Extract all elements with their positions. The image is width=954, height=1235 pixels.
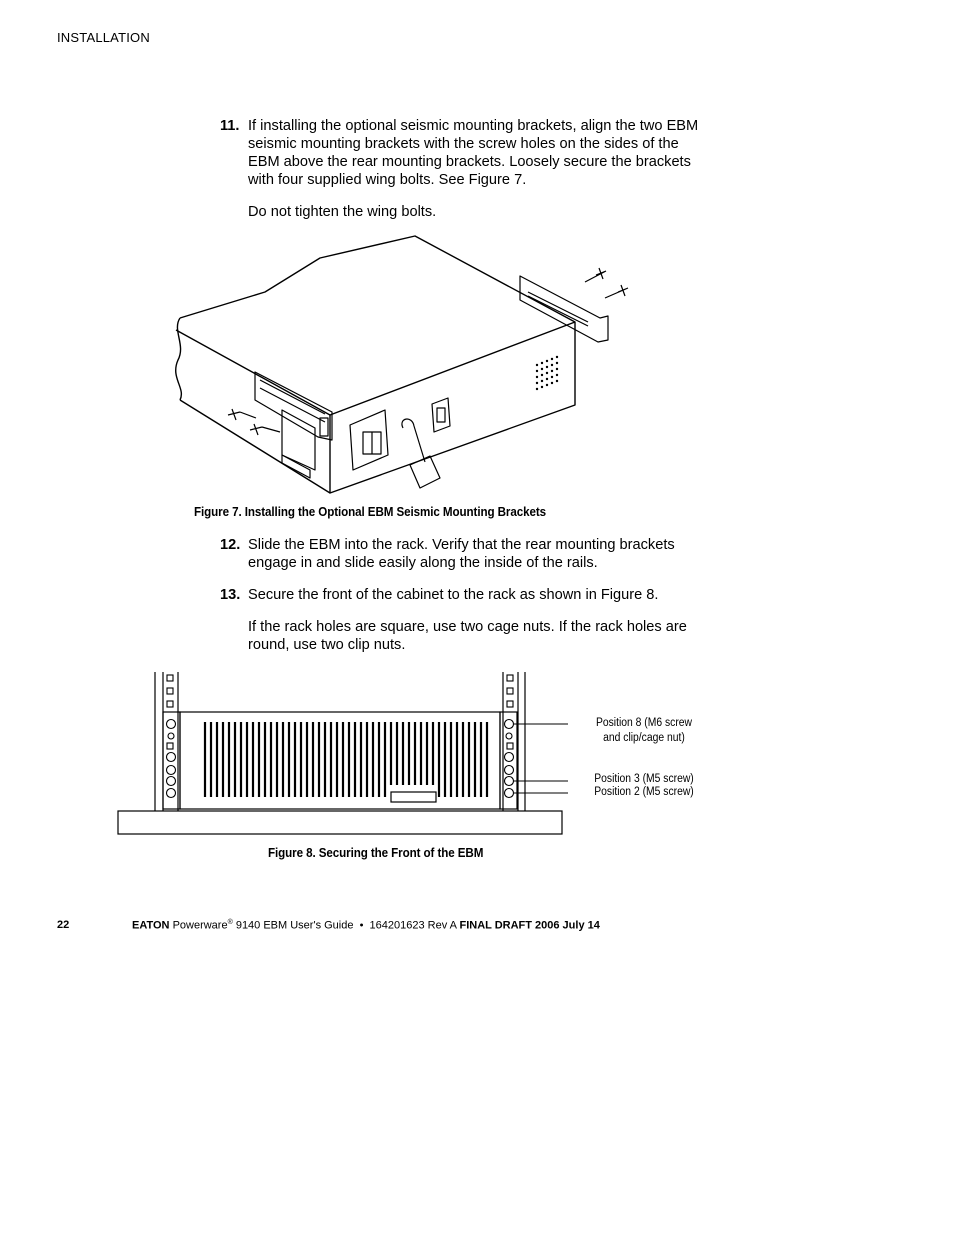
step-13-note: If the rack holes are square, use two cage nuts. If the rack holes are round, use two clip nuts. xyxy=(248,619,687,653)
footer-brand: EATON xyxy=(132,919,170,932)
step-number: 11. xyxy=(220,118,240,134)
footer-guide: 9140 EBM User's Guide • 164201623 Rev A xyxy=(232,919,460,932)
callout-line: and clip/cage nut) xyxy=(603,732,685,744)
figure-7-caption: Figure 7. Installing the Optional EBM Seismic Mounting Brackets xyxy=(194,505,546,519)
footer-registered: ® xyxy=(227,919,233,926)
step-text: If installing the optional seismic mounting brackets, align the two EBM seismic mounting brackets with the screw holes on the sides of the EBM above the rear mounting brackets. Loosely secure the brackets with four supplied wing bolts. See Figure 7. xyxy=(248,118,699,188)
section-header: INSTALLATION xyxy=(57,30,150,45)
step-text: Secure the front of the cabinet to the rack as shown in Figure 8. xyxy=(248,587,659,603)
step-11-note: Do not tighten the wing bolts. xyxy=(248,204,437,220)
figure-8-caption: Figure 8. Securing the Front of the EBM xyxy=(268,846,484,860)
callout-position-2: Position 2 (M5 screw) xyxy=(594,786,694,798)
callout-position-8 xyxy=(579,716,709,746)
step-number: 12. xyxy=(220,537,241,553)
step-text: Slide the EBM into the rack. Verify that the rear mounting brackets engage in and slide easily along the inside of the rails. xyxy=(248,537,675,571)
page-number-text: 22 xyxy=(57,919,70,931)
callout-position-3: Position 3 (M5 screw) xyxy=(594,773,694,785)
footer-text xyxy=(132,919,600,932)
step-number: 13. xyxy=(220,587,241,603)
footer-product: Powerware xyxy=(172,919,228,932)
page-number xyxy=(57,919,69,931)
footer-draft: FINAL DRAFT 2006 July 14 xyxy=(459,919,600,932)
callout-line: Position 8 (M6 screw xyxy=(595,717,693,729)
